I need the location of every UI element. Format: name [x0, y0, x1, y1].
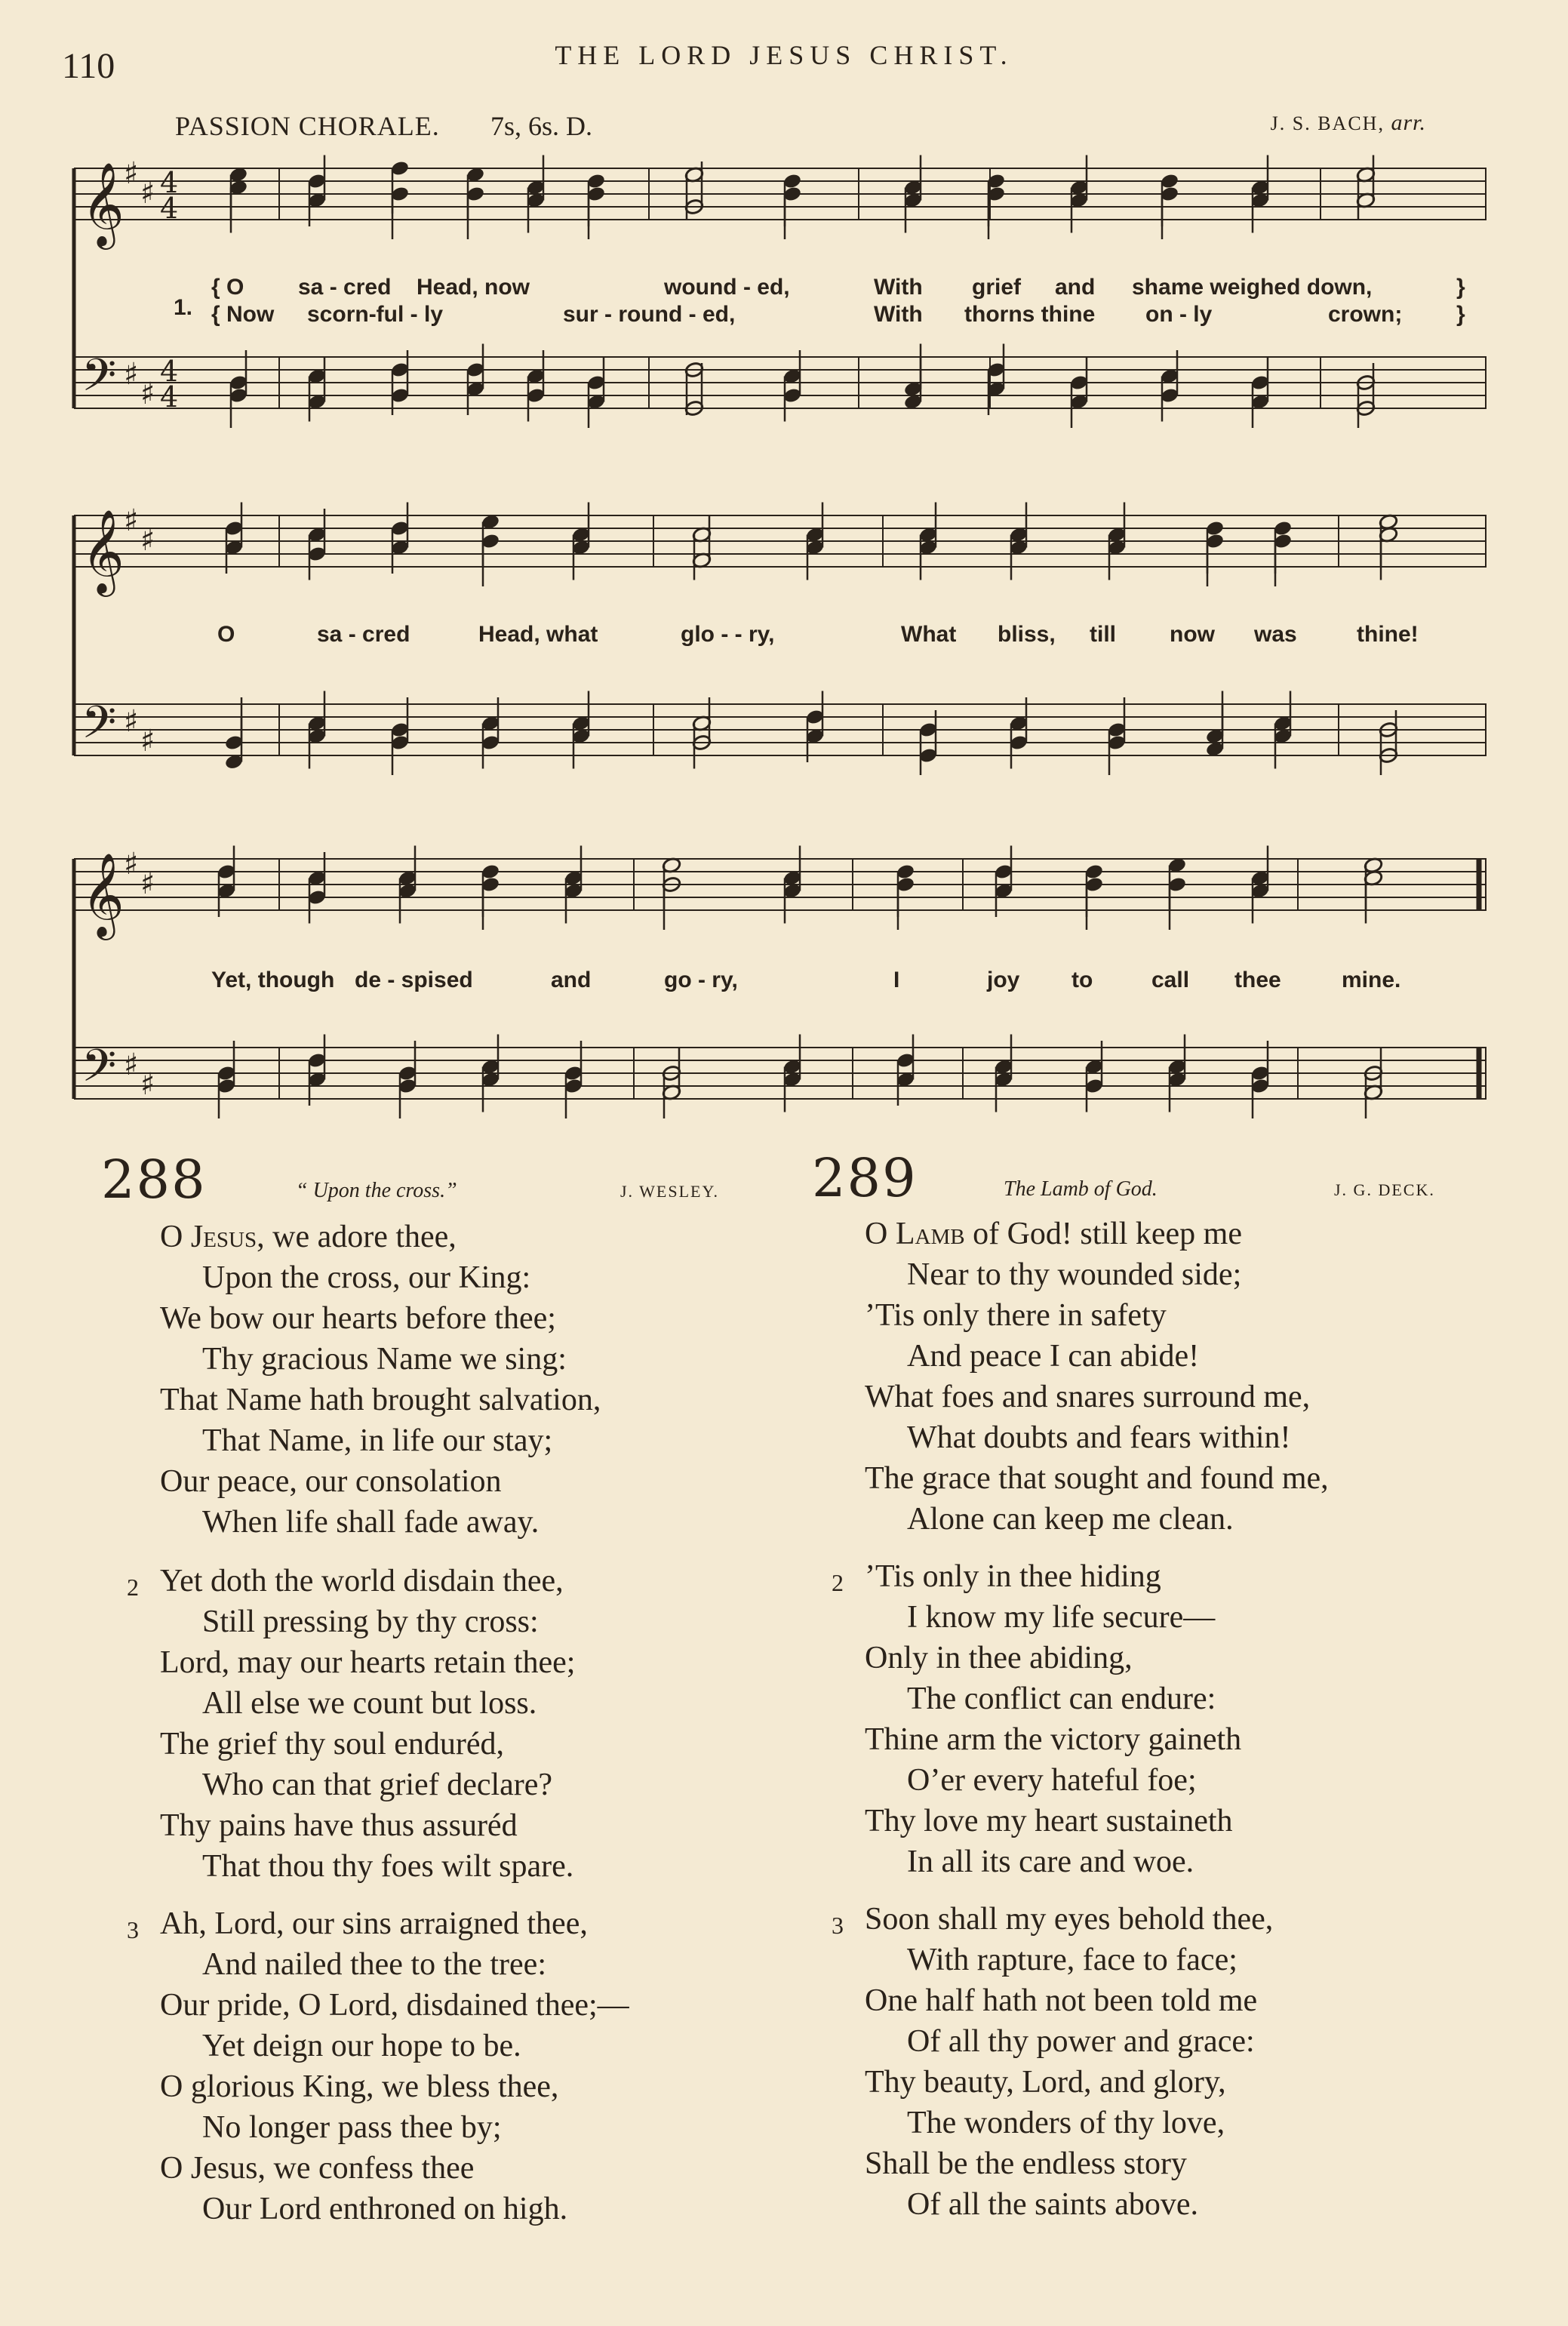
stanza-line: And peace I can abide!	[907, 1339, 1200, 1374]
tune-meter: 7s, 6s. D.	[490, 111, 593, 141]
stanza-line: Only in thee abiding,	[865, 1641, 1133, 1675]
stanza-line: We bow our hearts before thee;	[160, 1301, 556, 1336]
lyric-syllable: What	[901, 622, 957, 647]
stanza-line: All else we count but loss.	[202, 1686, 537, 1721]
first-word-smallcaps: amb	[915, 1217, 965, 1251]
stanza-line: Near to thy wounded side;	[907, 1257, 1242, 1292]
lyric-syllable: With	[874, 275, 923, 300]
lyric-syllable: I	[893, 968, 900, 992]
stanza-line: Of all thy power and grace:	[907, 2024, 1255, 2059]
stanza-line: Thy gracious Name we sing:	[202, 1342, 567, 1377]
lyric-syllable: crown;	[1328, 302, 1403, 327]
first-letters: O J	[160, 1220, 204, 1254]
stanza-line: What foes and snares surround me,	[865, 1380, 1311, 1414]
stanza-line	[160, 1217, 601, 1257]
bass-clef-icon: 𝄢	[81, 1039, 117, 1103]
lyric-syllable: Head, now	[417, 275, 530, 300]
lyric-syllable: mine.	[1342, 968, 1401, 992]
stanza-line: Yet deign our hope to be.	[202, 2029, 521, 2063]
stanza-line: That thou thy foes wilt spare.	[202, 1849, 574, 1884]
lyric-syllable: thee	[1234, 968, 1281, 992]
lyric-syllable: on - ly	[1145, 302, 1213, 327]
lyric-syllable: thorns thine	[964, 302, 1096, 327]
sharp-icon: ♯	[124, 156, 139, 191]
stanza-line: The conflict can endure:	[907, 1681, 1216, 1716]
lyric-syllable: till	[1090, 622, 1116, 647]
time-signature-icon: 4	[160, 380, 179, 414]
stanza-line: No longer pass thee by;	[202, 2110, 502, 2145]
stanza-line: Still pressing by thy cross:	[202, 1605, 539, 1639]
stanza-line: Yet doth the world disdain thee,	[160, 1564, 564, 1598]
page-number: 110	[62, 46, 115, 86]
lyric-syllable: glo - - ry,	[681, 622, 775, 647]
stanza-number: 3	[127, 1916, 139, 1943]
stanza-line: Of all the saints above.	[907, 2187, 1199, 2222]
stanza-line: The grief thy soul enduréd,	[160, 1727, 505, 1761]
stanza-line: Our Lord enthroned on high.	[202, 2192, 568, 2226]
stanza-line: O’er every hateful foe;	[907, 1763, 1197, 1798]
stanza-line: Soon shall my eyes behold thee,	[865, 1902, 1274, 1937]
stanza-line: Lord, may our hearts retain thee;	[160, 1645, 576, 1680]
stanza-line: Thy beauty, Lord, and glory,	[865, 2065, 1226, 2100]
stanza-line: Alone can keep me clean.	[907, 1502, 1234, 1537]
stanza-line: That Name, in life our stay;	[202, 1423, 553, 1458]
stanza-line: That Name hath brought salvation,	[160, 1383, 601, 1417]
stanza-line: Upon the cross, our King:	[202, 1260, 531, 1295]
hymn-288-stanza-1	[160, 1217, 601, 1543]
sharp-icon: ♯	[140, 176, 155, 211]
lyric-syllable: With	[874, 302, 923, 327]
stanza-line: Shall be the endless story	[865, 2146, 1187, 2181]
stanza-line: O glorious King, we bless thee,	[160, 2069, 559, 2104]
lyric-syllable: scorn-ful - ly	[307, 302, 444, 327]
lyric-syllable: sa - cred	[317, 622, 410, 647]
stanza-line: And nailed thee to the tree:	[202, 1947, 546, 1982]
lyric-syllable: joy	[987, 968, 1020, 992]
stanza-number: 2	[832, 1569, 844, 1596]
stanza-line: I know my life secure—	[907, 1600, 1216, 1635]
hymn-289-stanza-3	[832, 1899, 1274, 2225]
lyric-syllable: { O	[211, 275, 244, 300]
sharp-icon: ♯	[124, 503, 139, 538]
lyric-syllable: bliss,	[998, 622, 1056, 647]
stanza-line	[865, 1214, 1329, 1254]
stanza-line: Thine arm the victory gaineth	[865, 1722, 1242, 1757]
time-signature-icon: 4	[160, 355, 179, 388]
music-system-1	[68, 147, 1487, 464]
composer-name: J. S. BACH,	[1270, 112, 1385, 134]
time-signature-icon: 4	[160, 166, 179, 199]
stanza-line: Ah, Lord, our sins arraigned thee,	[160, 1906, 588, 1941]
hymn-author: J. WESLEY.	[620, 1182, 720, 1201]
stanza-line: One half hath not been told me	[865, 1983, 1258, 2018]
sharp-icon: ♯	[124, 704, 139, 739]
tune-name: PASSION CHORALE.	[175, 111, 440, 141]
first-letters: O L	[865, 1217, 915, 1251]
stanza-line: With rapture, face to face;	[907, 1943, 1237, 1977]
time-signature-icon: 4	[160, 192, 179, 225]
stanza-line: Our pride, O Lord, disdained thee;—	[160, 1988, 629, 2023]
stanza-line: When life shall fade away.	[202, 1505, 540, 1540]
lyric-syllable: thine!	[1357, 622, 1419, 647]
hymn-author: J. G. DECK.	[1334, 1180, 1435, 1199]
lyric-syllable: now	[1170, 622, 1215, 647]
lyric-syllable: }	[1456, 275, 1465, 300]
treble-clef-icon: 𝄞	[81, 162, 125, 246]
bass-clef-icon: 𝄢	[81, 349, 117, 412]
hymn-289-stanza-1	[865, 1214, 1329, 1540]
hymn-number: 289	[812, 1147, 918, 1209]
stanza-number: 2	[127, 1574, 139, 1601]
tune-composer	[1271, 110, 1426, 136]
composer-note: arr.	[1391, 110, 1426, 135]
lyric-syllable: and	[551, 968, 592, 992]
stanza-line: The grace that sought and found me,	[865, 1461, 1329, 1496]
hymn-288-stanza-3	[127, 1903, 629, 2229]
hymn-288-stanza-2	[127, 1561, 576, 1887]
stanza-line: ’Tis only there in safety	[865, 1298, 1167, 1333]
stanza-line: O Jesus, we confess thee	[160, 2151, 475, 2186]
stanza-line: Our peace, our consolation	[160, 1464, 502, 1499]
lyric-syllable: sur - round - ed,	[563, 302, 736, 327]
score-system-2	[68, 494, 1487, 811]
first-word-smallcaps: esus	[203, 1220, 257, 1254]
stanza-line: ’Tis only in thee hiding	[865, 1559, 1161, 1594]
lyric-syllable: { Now	[211, 302, 275, 327]
first-line-rest: , we adore thee,	[257, 1220, 457, 1254]
sharp-icon: ♯	[140, 523, 155, 558]
sharp-icon: ♯	[124, 1048, 139, 1082]
lyric-syllable: Head, what	[478, 622, 598, 647]
lyric-syllable: to	[1071, 968, 1093, 992]
lyric-syllable: and	[1055, 275, 1096, 300]
lyric-syllable: Yet, though	[211, 968, 335, 992]
treble-clef-icon: 𝄞	[81, 509, 125, 593]
hymn-title: The Lamb of God.	[1004, 1177, 1158, 1201]
sharp-icon: ♯	[140, 1067, 155, 1102]
music-system-3	[68, 838, 1487, 1155]
stanza-line: Thy love my heart sustaineth	[865, 1804, 1233, 1838]
lyric-syllable: O	[217, 622, 235, 647]
lyric-syllable: grief	[972, 275, 1022, 300]
lyric-syllable: call	[1151, 968, 1190, 992]
lyric-syllable: de - spised	[355, 968, 473, 992]
stanza-line: In all its care and woe.	[907, 1844, 1194, 1879]
first-line-rest: of God! still keep me	[964, 1217, 1242, 1251]
stanza-line: The wonders of thy love,	[907, 2106, 1225, 2140]
hymn-289-stanza-2	[832, 1556, 1242, 1882]
score-system-3	[68, 838, 1487, 1155]
lyric-syllable: sa - cred	[298, 275, 392, 300]
stanza-line: Thy pains have thus assuréd	[160, 1808, 518, 1843]
music-system-2	[68, 494, 1487, 811]
sharp-icon: ♯	[140, 866, 155, 901]
hymn-title: “ Upon the cross.”	[296, 1179, 457, 1202]
lyric-syllable: go - ry,	[664, 968, 738, 992]
sharp-icon: ♯	[140, 377, 155, 411]
stanza-number: 3	[832, 1912, 844, 1939]
stanza-line: Who can that grief declare?	[202, 1768, 553, 1802]
sharp-icon: ♯	[140, 724, 155, 758]
lyric-syllable: }	[1456, 302, 1465, 327]
running-head: THE LORD JESUS CHRIST.	[555, 40, 1013, 70]
verse-marker: 1.	[174, 295, 193, 320]
bass-clef-icon: 𝄢	[81, 696, 117, 759]
treble-clef-icon: 𝄞	[81, 852, 125, 937]
lyric-syllable: wound - ed,	[664, 275, 790, 300]
sharp-icon: ♯	[124, 357, 139, 392]
sharp-icon: ♯	[124, 847, 139, 881]
hymn-number: 288	[101, 1149, 207, 1211]
lyric-syllable: shame weighed down,	[1132, 275, 1373, 300]
stanza-line: What doubts and fears within!	[907, 1420, 1291, 1455]
score-system-1	[68, 147, 1487, 464]
lyric-syllable: was	[1254, 622, 1297, 647]
